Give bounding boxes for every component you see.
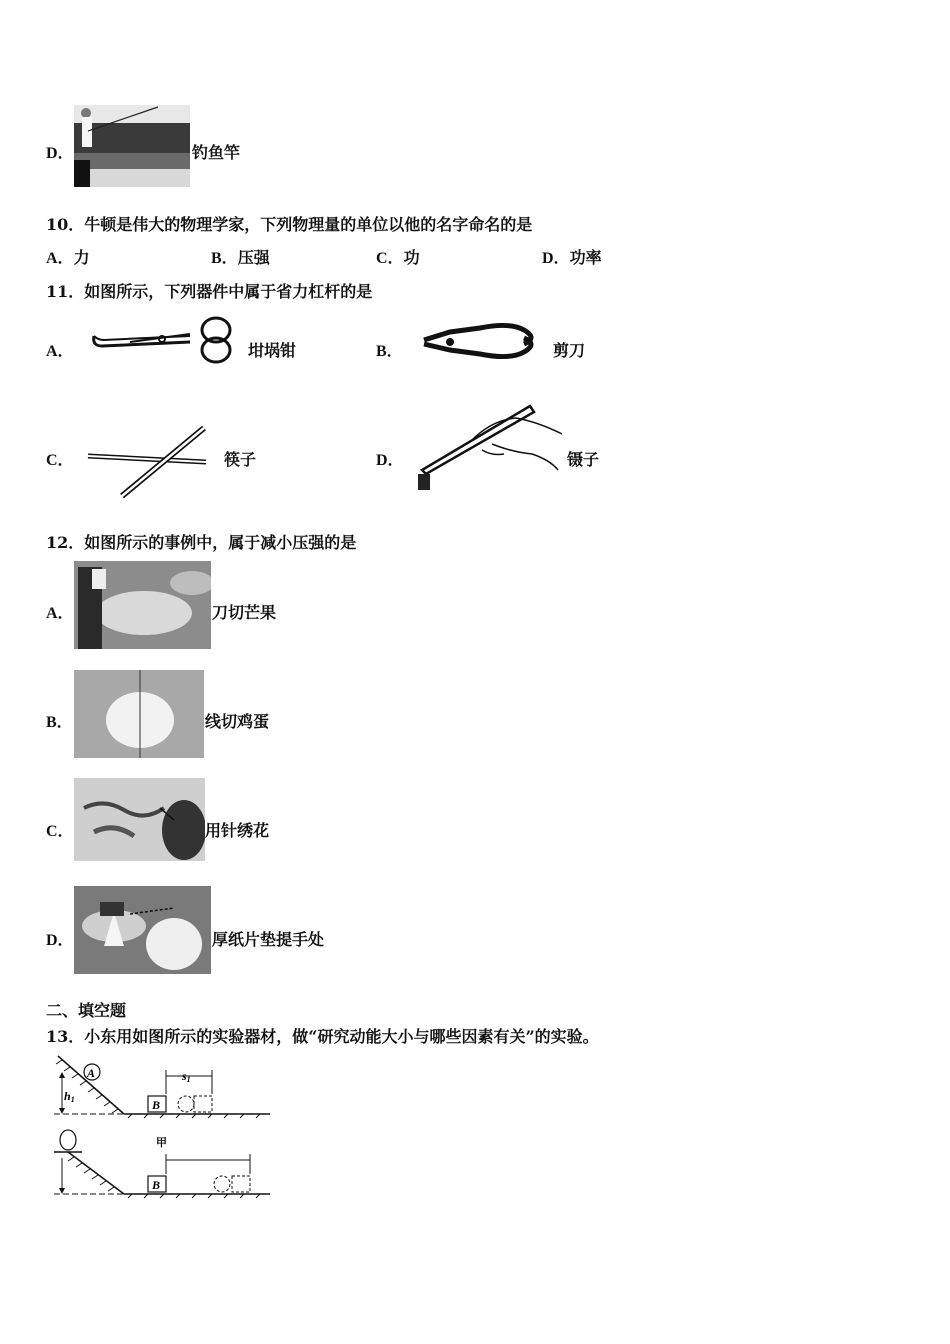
q10-option-c [376,245,420,268]
q11-option-d-label: D． [376,452,404,469]
q10-option-b-label: B． [211,250,238,267]
q10-option-b [211,245,270,268]
crucible-tongs-drawing [90,312,240,368]
block-b-label: B [152,1098,161,1112]
q11-stem: 11．如图所示，下列器件中属于省力杠杆的是 [46,282,373,301]
q10-option-b-text: 压强 [237,248,270,267]
block-b-label-2: B [152,1178,161,1192]
height-label: h1 [64,1089,75,1104]
q10-option-d-label: D． [542,250,570,267]
q12-option-a-label: A． [46,605,74,622]
thread-egg-photo [74,670,204,758]
q10-option-a [46,245,90,268]
tweezers-drawing [412,400,562,500]
section-title: 二、填空题 [46,1001,127,1020]
q11-option-a-label: A． [46,343,74,360]
q12-option-b-text: 线切鸡蛋 [205,712,270,731]
q12-option-d-label: D． [46,932,74,949]
q12-option-b-label: B． [46,714,73,731]
q10-option-c-text: 功 [403,248,420,267]
q10-option-a-text: 力 [73,248,90,267]
q10-option-d [542,245,602,268]
q10-option-a-label: A． [46,250,74,267]
ball-a-label: A [87,1066,96,1080]
q9-option-d-text: 钓鱼竿 [192,143,241,162]
q12-option-d-text: 厚纸片垫提手处 [212,930,325,949]
scissors-drawing [420,318,544,366]
fishing-rod-photo [74,105,190,187]
q11-option-c-text: 筷子 [224,450,257,469]
q9-option-d-label: D． [46,145,74,162]
q11-option-c-label: C． [46,452,74,469]
q11-option-a-text: 坩埚钳 [248,341,297,360]
needle-embroidery-photo [74,778,205,861]
figure-caption: 甲 [156,1137,167,1149]
chopsticks-drawing [86,424,210,500]
q11-option-b-label: B． [376,343,403,360]
q12-option-c-label: C． [46,823,74,840]
q11-option-b-text: 剪刀 [553,341,586,360]
q10-option-c-label: C． [376,250,404,267]
q13-stem: 13．小东用如图所示的实验器材，做“研究动能大小与哪些因素有关”的实验。 [46,1027,599,1046]
kinetic-energy-experiment-figure [52,1052,274,1202]
cardboard-handle-photo [74,886,211,974]
distance-label: s1 [182,1069,191,1084]
q11-option-d-text: 镊子 [567,450,600,469]
q10-option-d-text: 功率 [569,248,602,267]
q12-stem: 12．如图所示的事例中，属于减小压强的是 [46,533,357,552]
q10-stem: 10．牛顿是伟大的物理学家，下列物理量的单位以他的名字命名的是 [46,215,533,234]
q12-option-a-text: 刀切芒果 [212,603,277,622]
q12-option-c-text: 用针绣花 [205,821,270,840]
knife-mango-photo [74,561,211,649]
